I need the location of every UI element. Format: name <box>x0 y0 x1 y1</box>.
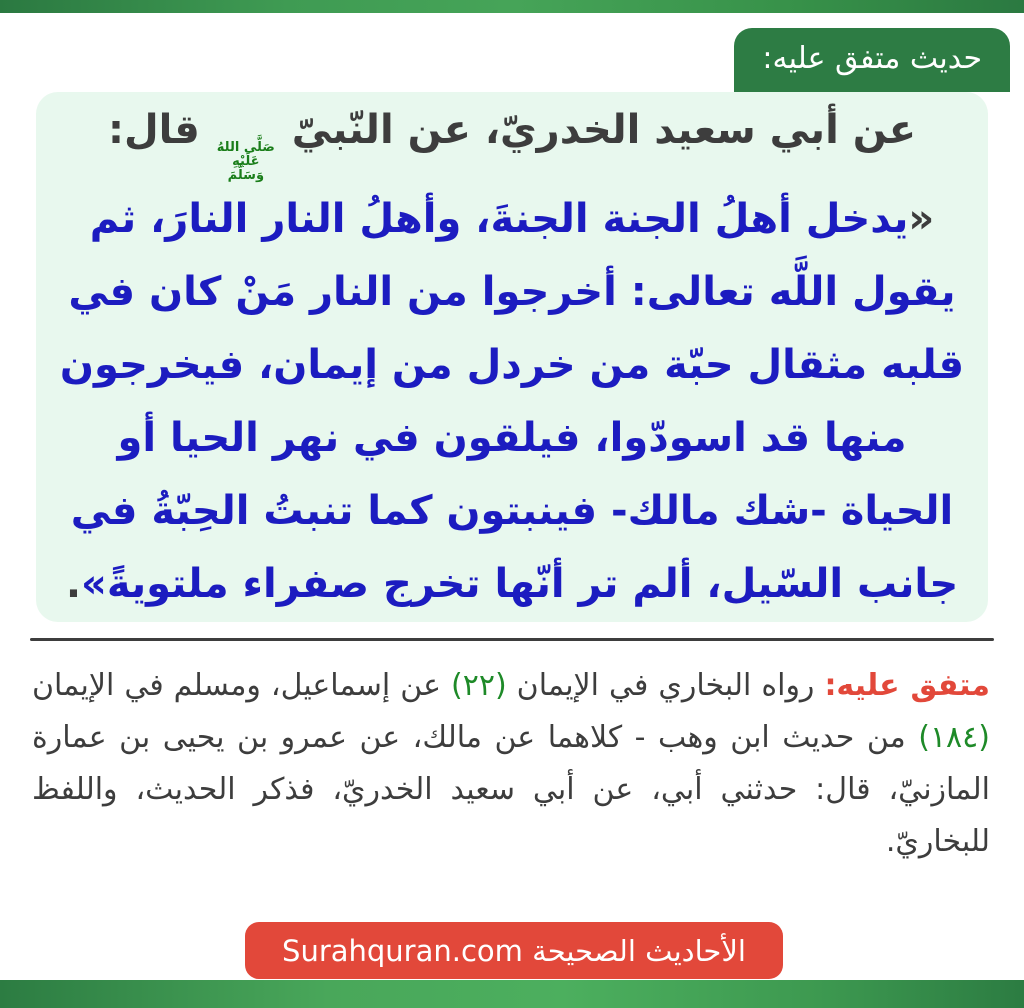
bukhari-hadith-number: (٢٢) <box>451 668 507 703</box>
hadith-text <box>36 88 988 627</box>
source-site-button[interactable]: الأحاديث الصحيحة Surahquran.com <box>245 922 783 979</box>
hadith-text-card <box>36 92 988 622</box>
hadith-type-label: حديث متفق عليه: <box>734 28 1010 92</box>
takhrij-segment: عن إسماعيل، ومسلم في الإيمان <box>32 668 451 703</box>
muslim-hadith-number: (١٨٤) <box>918 720 990 755</box>
takhrij-paragraph <box>32 660 990 868</box>
closing-period: . <box>65 560 82 607</box>
muttafaq-alayh-label: متفق عليه: <box>824 668 990 703</box>
hadith-matn: يدخل أهلُ الجنة الجنةَ، وأهلُ النار النارَ، ثم يقول اللَّه تعالى: أخرجوا من النار مَنْ كان في قلبه مثقال حبّة من خردل من إيمان، فيخرجون منها قد اسودّوا، فيلقون في نهر الحيا أو الحياة -شك مالك- فينبتون كما تنبتُ الحِبّةُ في جانب السّيل، ألم تر أنّها تخرج صفراء ملتويةً» <box>59 195 965 607</box>
salawat-calligraphy-icon <box>217 141 275 183</box>
salawat-line: وَسَلَّمَ <box>227 167 265 183</box>
takhrij-segment: رواه البخاري في الإيمان <box>506 668 825 703</box>
salawat-line: عَلَيْهِ <box>232 153 260 169</box>
section-divider <box>30 638 994 641</box>
top-accent-bar <box>0 0 1024 13</box>
narration-chain: عن أبي سعيد الخدريّ، عن النّبيّ <box>277 106 917 153</box>
salawat-line: صَلَّى اللهُ <box>216 139 275 155</box>
takhrij-segment: من حديث ابن وهب - كلاهما عن مالك، عن عمرو بن يحيى بن عمارة المازنيّ، قال: حدثني أبي، عن أبي سعيد الخدريّ، فذكر الحديث، واللفظ للبخاريّ. <box>32 720 990 859</box>
qala-segment: قال: « <box>107 106 935 242</box>
bottom-accent-bar <box>0 980 1024 1008</box>
